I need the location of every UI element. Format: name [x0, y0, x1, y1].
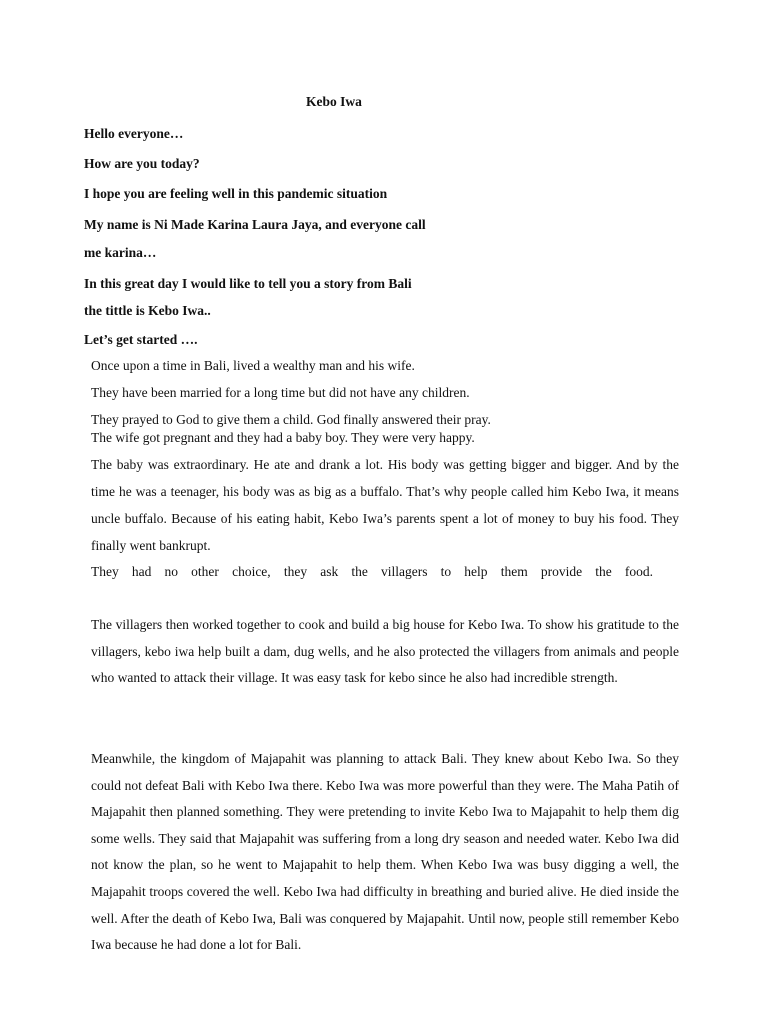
intro-line: Hello everyone…: [84, 126, 184, 141]
story-line: The wife got pregnant and they had a baby boy. They were very happy.: [91, 430, 475, 445]
story-line: Once upon a time in Bali, lived a wealthy man and his wife.: [91, 358, 415, 373]
story-paragraph: The villagers then worked together to cook and build a big house for Kebo Iwa. To show his gratitude to the villagers, kebo iwa help built a dam, dug wells, and he also protected the villagers from animals and people who wanted to attack their village. It was easy task for kebo since he also had incredible strength.: [91, 617, 679, 686]
story-paragraph: The baby was extraordinary. He ate and drank a lot. His body was getting bigger and bigger. And by the time he was a teenager, his body was as big as a buffalo. That’s why people called him Kebo Iwa, it means uncle buffalo. Because of his eating habit, Kebo Iwa’s parents spent a lot of money to buy his food. They finally went bankrupt.: [91, 457, 679, 553]
intro-line: I hope you are feeling well in this pandemic situation: [84, 186, 388, 201]
intro-line: me karina…: [84, 245, 157, 260]
intro-line: In this great day I would like to tell you a story from Bali: [84, 276, 412, 291]
story-line: They have been married for a long time but did not have any children.: [91, 385, 470, 400]
story-paragraph: Meanwhile, the kingdom of Majapahit was planning to attack Bali. They knew about Kebo Iwa. So they could not defeat Bali with Kebo Iwa there. Kebo Iwa was more powerful than they were. The Maha Patih of Majapahit then planned something. They were pretending to invite Kebo Iwa to Majapahit to help them dig some wells. They said that Majapahit was suffering from a long dry season and needed water. Kebo Iwa did not know the plan, so he went to Majapahit to help them. When Kebo Iwa was busy digging a well, the Majapahit troops covered the well. Kebo Iwa had difficulty in breathing and buried alive. He died inside the well. After the death of Kebo Iwa, Bali was conquered by Majapahit. Until now, people still remember Kebo Iwa because he had done a lot for Bali.: [91, 751, 679, 953]
intro-line: Let’s get started ….: [84, 332, 198, 347]
intro-line: the tittle is Kebo Iwa..: [84, 303, 211, 318]
story-paragraph-last-line: They had no other choice, they ask the villagers to help them provide the food.: [91, 564, 653, 579]
document-title: Kebo Iwa: [306, 94, 362, 109]
story-line: They prayed to God to give them a child. God finally answered their pray.: [91, 412, 491, 427]
intro-line: My name is Ni Made Karina Laura Jaya, and everyone call: [84, 217, 426, 232]
intro-line: How are you today?: [84, 156, 200, 171]
